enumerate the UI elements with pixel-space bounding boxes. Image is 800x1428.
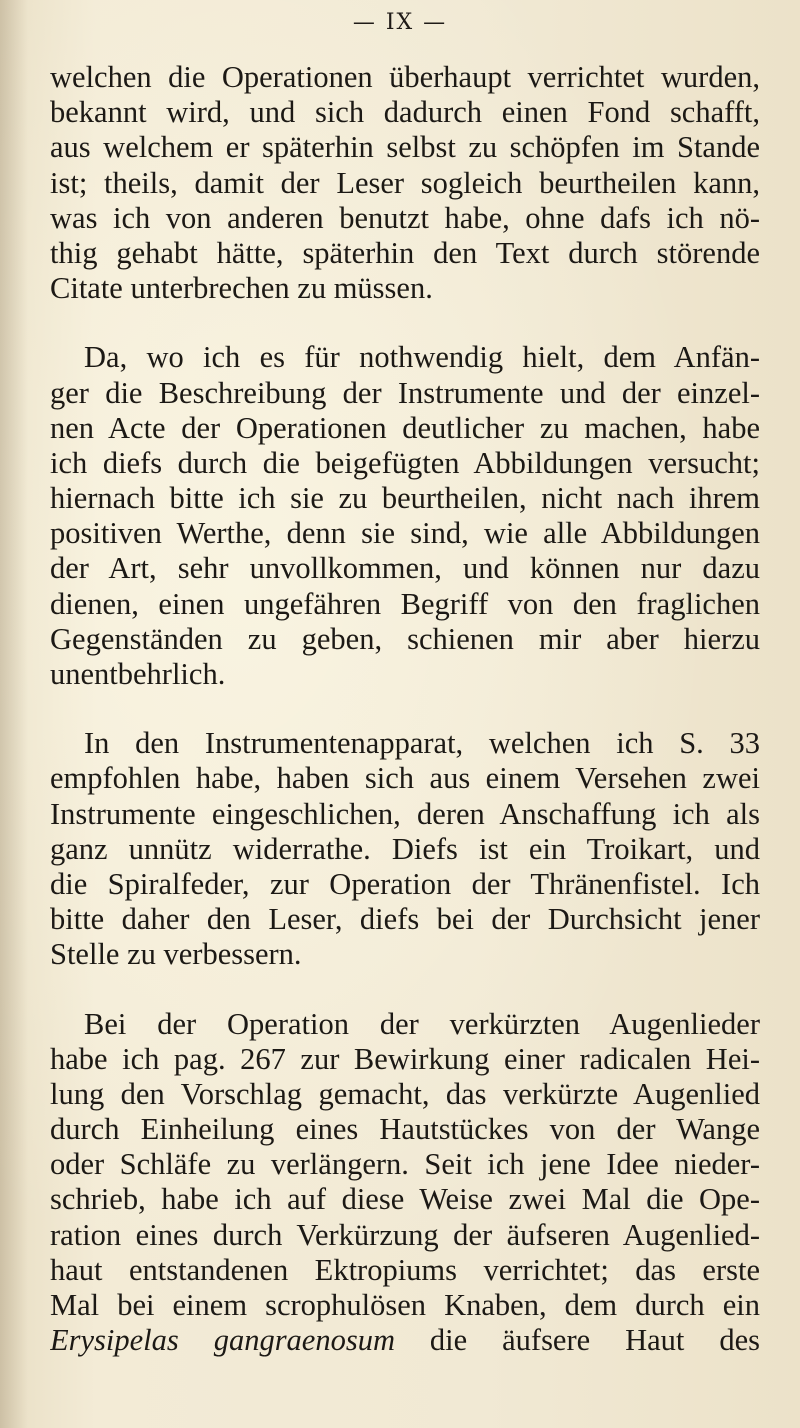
text-line: Bei der Operation der verkürzten Augenlieder [84,1006,760,1041]
text-line: die Spiralfeder, zur Operation der Thränenfistel. Ich [50,866,760,901]
text-line: was ich von anderen benutzt habe, ohne dafs ich nö- [50,200,760,235]
paragraph-1 [50,60,760,306]
text-line: thig gehabt hätte, späterhin den Text durch störende [50,235,760,270]
text-line: nen Acte der Operationen deutlicher zu machen, habe [50,410,760,445]
text-line: Gegenständen zu geben, schienen mir aber hierzu [50,621,760,656]
italic-term: Erysipelas gangraenosum [50,1323,395,1358]
text-line: Da, wo ich es für nothwendig hielt, dem Anfän- [84,340,760,375]
text-line: ger die Beschreibung der Instrumente und der einzel- [50,375,760,410]
text-line: oder Schläfe zu verlängern. Seit ich jene Idee nieder- [50,1147,760,1182]
text-line: welchen die Operationen überhaupt verrichtet wurden, [50,60,760,94]
page-number-header: — IX — [352,10,448,35]
text-line: ration eines durch Verkürzung der äufseren Augenlied- [50,1217,760,1252]
text-line: durch Einheilung eines Hautstückes von der Wange [50,1112,760,1147]
body-text [50,60,760,1392]
text-line: empfohlen habe, haben sich aus einem Versehen zwei [50,761,760,796]
text-line: der Art, sehr unvollkommen, und können nur dazu [50,551,760,586]
text-line: bekannt wird, und sich dadurch einen Fond schafft, [50,95,760,130]
text-line: Stelle zu verbessern. [50,937,302,972]
text-line: hiernach bitte ich sie zu beurtheilen, nicht nach ihrem [50,481,760,516]
text-line: haut entstandenen Ektropiums verrichtet; das erste [50,1252,760,1287]
text-line: lung den Vorschlag gemacht, das verkürzte Augenlied [50,1076,760,1111]
text-line: bitte daher den Leser, diefs bei der Durchsicht jener [50,902,760,937]
text-line: Mal bei einem scrophulösen Knaben, dem durch ein [50,1288,760,1322]
text-line: dienen, einen ungefähren Begriff von den fraglichen [50,586,760,621]
text-line: positiven Werthe, denn sie sind, wie alle Abbildungen [50,516,760,551]
text-line: ist; theils, damit der Leser sogleich beurtheilen kann, [50,165,760,200]
text-line: ganz unnütz widerrathe. Diefs ist ein Troikart, und [50,831,760,866]
paragraph-2 [50,340,760,692]
text-fragment: die äufsere Haut des [395,1323,760,1358]
text-line-final [50,1323,760,1358]
text-line: habe ich pag. 267 zur Bewirkung einer radicalen Hei- [50,1041,760,1076]
paragraph-3 [50,726,760,972]
spine-shadow [0,0,28,1428]
text-line: unentbehrlich. [50,657,226,691]
text-line: Instrumente eingeschlichen, deren Anschaffung ich als [50,796,760,831]
text-line: ich diefs durch die beigefügten Abbildungen versucht; [50,445,760,480]
text-line: Citate unterbrechen zu müssen. [50,271,433,306]
text-line: schrieb, habe ich auf diese Weise zwei Mal die Ope- [50,1182,760,1217]
text-line: aus welchem er späterhin selbst zu schöpfen im Stande [50,130,760,165]
text-line: In den Instrumentenapparat, welchen ich S. 33 [84,726,760,761]
paragraph-4 [50,1007,760,1359]
